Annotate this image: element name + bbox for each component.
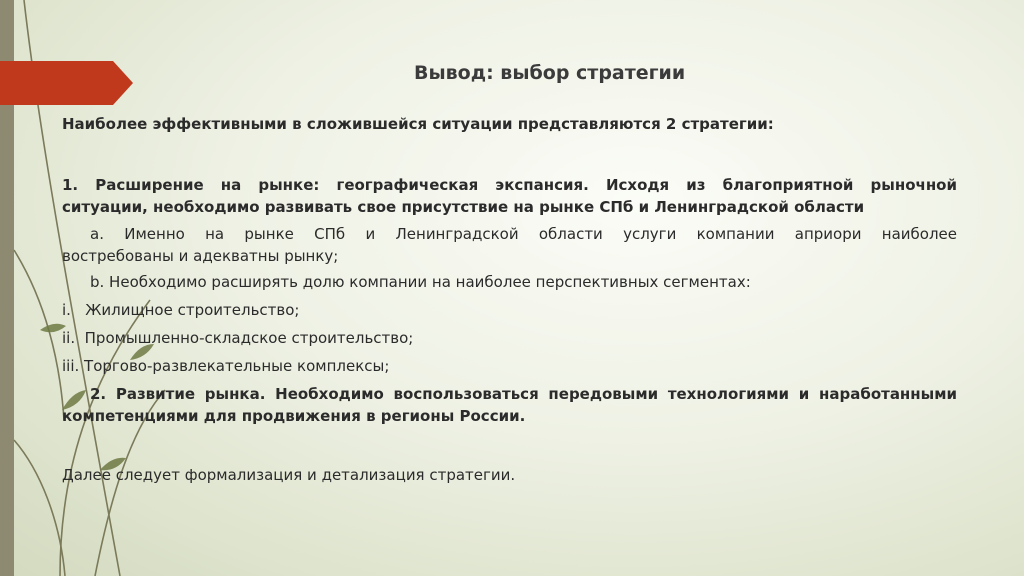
strategy-1-line-2: ситуации, необходимо развивать свое присутствие на рынке СПб и Ленинградской области	[62, 198, 865, 216]
list-item-iii: iii. Торгово-развлекательные комплексы;	[62, 357, 390, 375]
intro-text: Наиболее эффективными в сложившейся ситуации представляются 2 стратегии:	[62, 115, 774, 133]
list-item-ii: ii. Промышленно-складское строительство;	[62, 329, 414, 347]
point-a-line-2: востребованы и адекватны рынку;	[62, 247, 339, 265]
slide-content	[62, 113, 957, 486]
conclusion-text: Далее следует формализация и детализация стратегии.	[62, 466, 516, 484]
strategy-1-line-1: 1. Расширение на рынке: географическая экспансия. Исходя из благоприятной рыночной	[62, 176, 957, 194]
strategy-2-line-1: 2. Развитие рынка. Необходимо воспользоваться передовыми технологиями и наработанными	[90, 385, 957, 403]
slide-title: Вывод: выбор стратегии	[414, 62, 686, 84]
strategy-2-line-2: компетенциями для продвижения в регионы России.	[62, 407, 526, 425]
list-item-i: i. Жилищное строительство;	[62, 301, 300, 319]
point-b: b. Необходимо расширять долю компании на наиболее перспективных сегментах:	[90, 273, 751, 291]
point-a-line-1: a. Именно на рынке СПб и Ленинградской области услуги компании априори наиболее	[90, 225, 957, 243]
title-accent-arrow	[0, 61, 133, 105]
